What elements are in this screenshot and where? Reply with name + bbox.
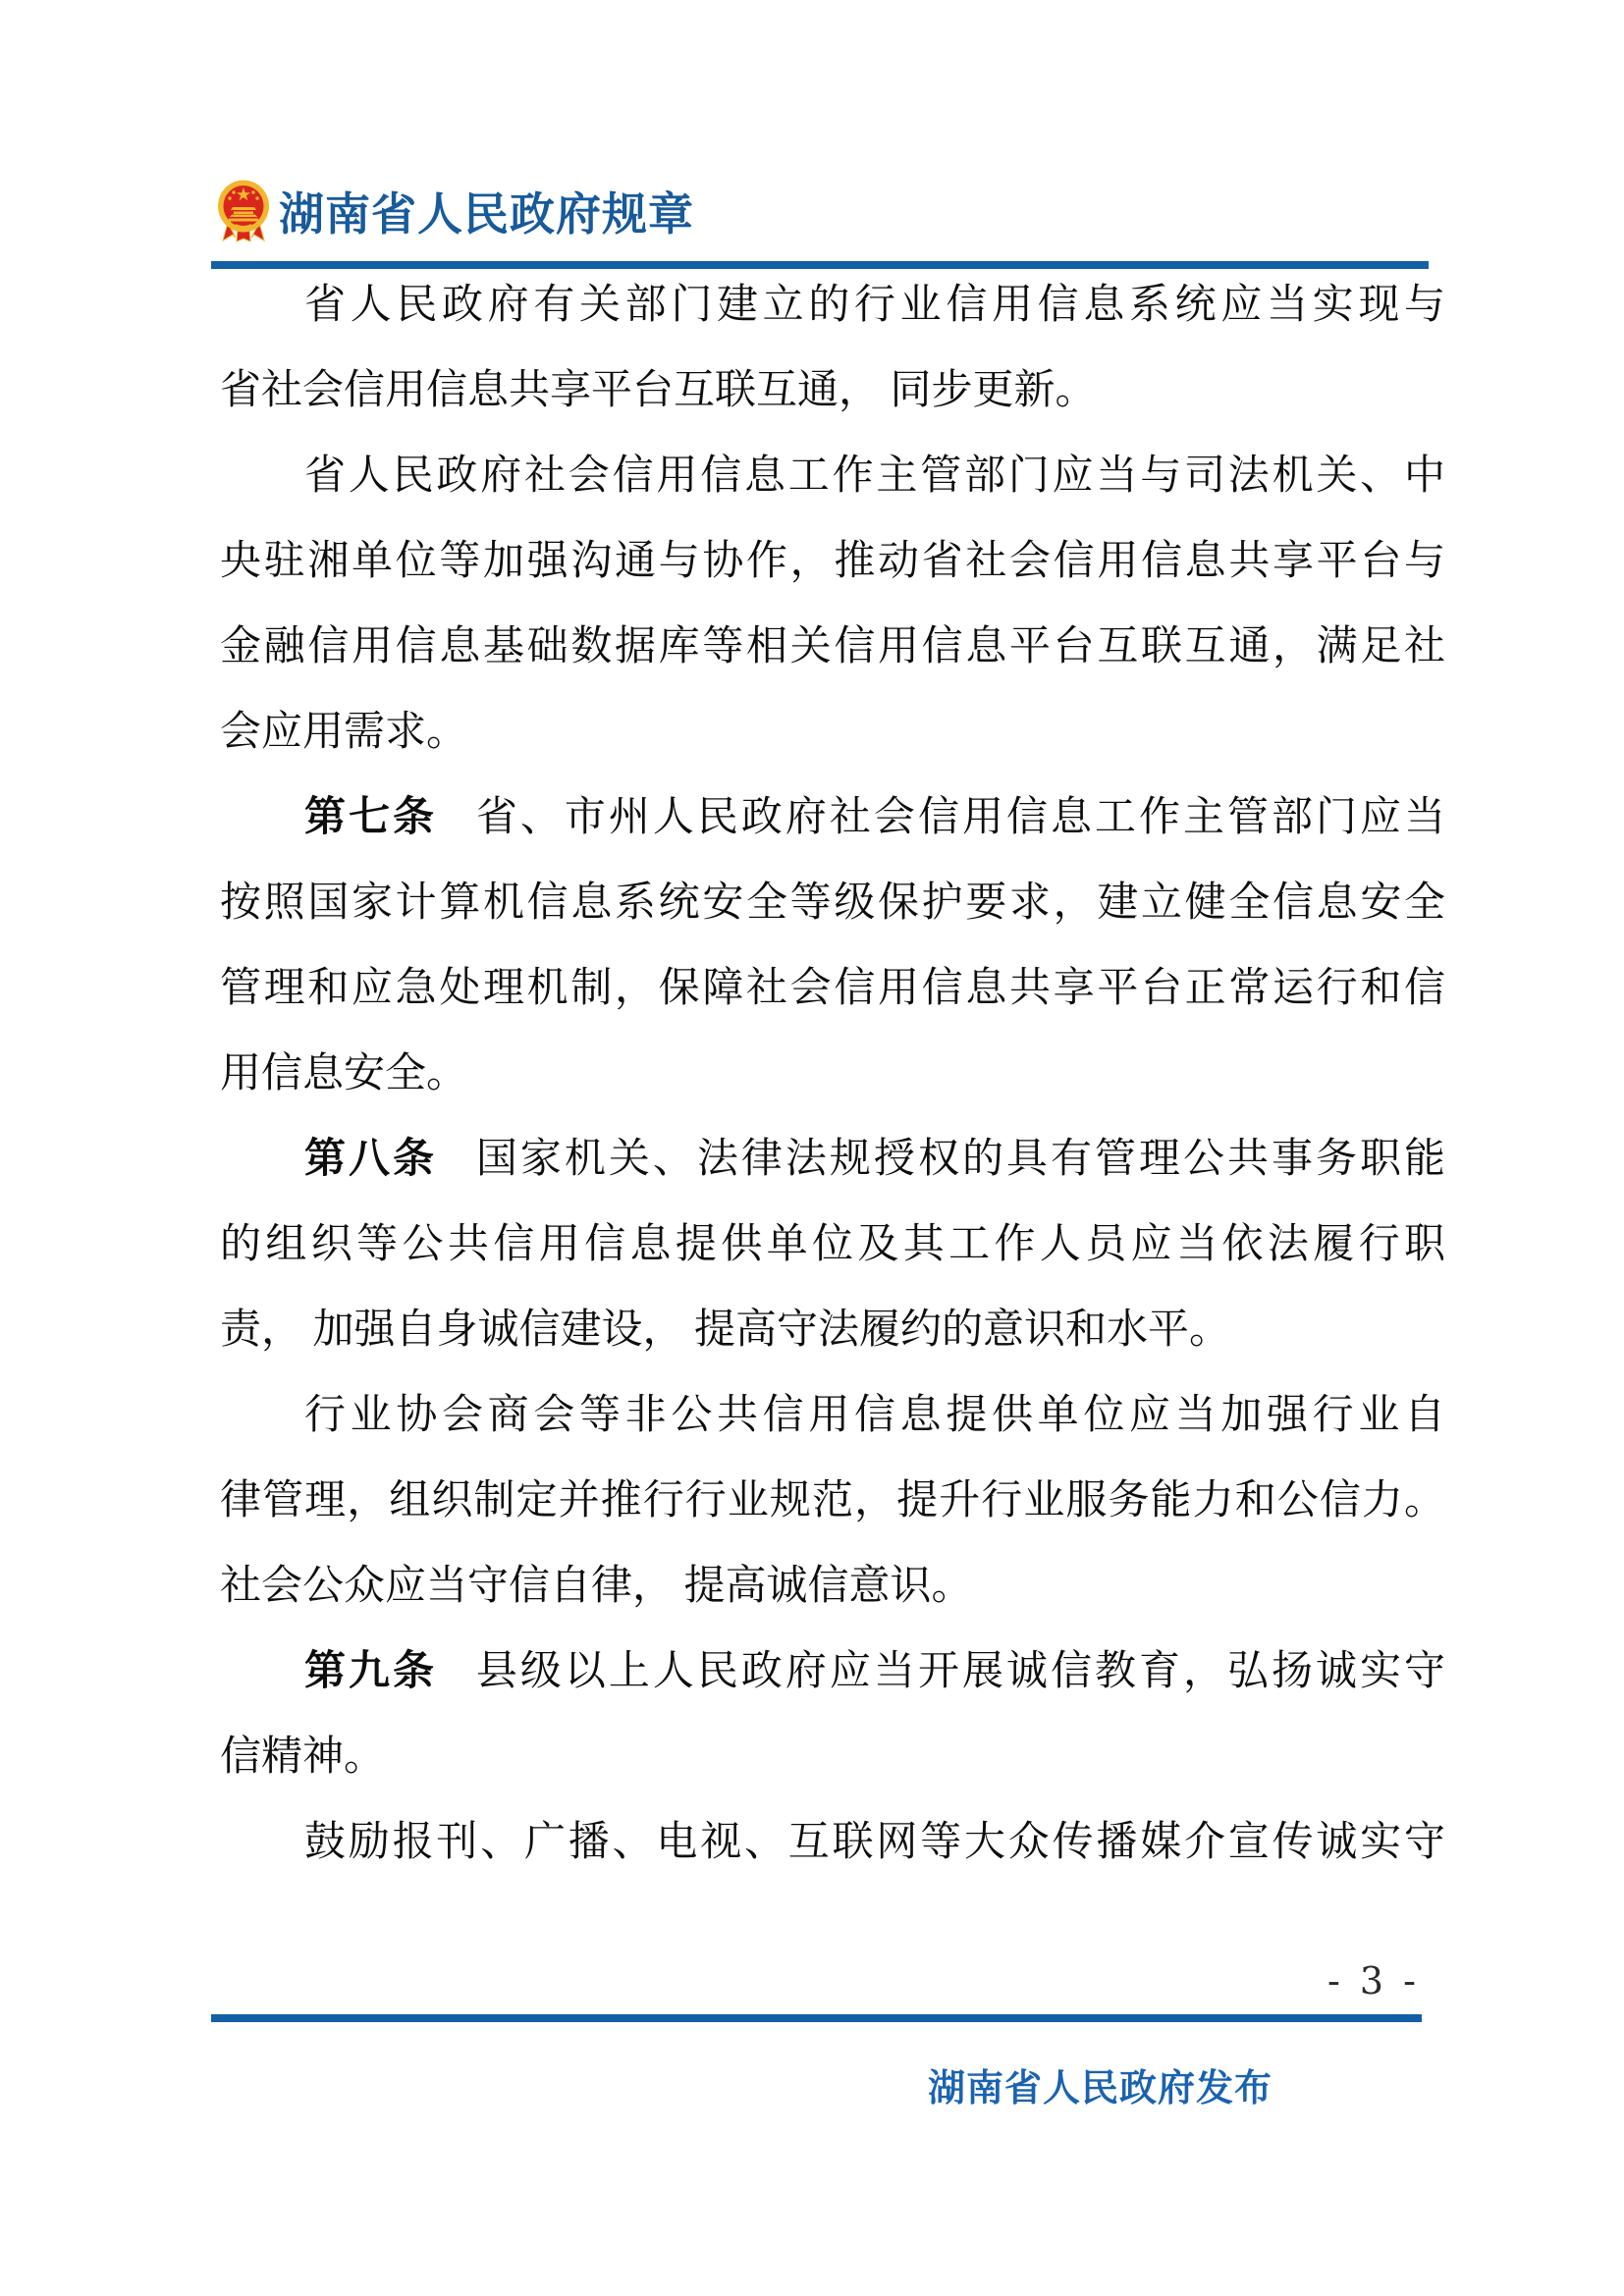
- footer-divider: [211, 2014, 1422, 2022]
- body-line: 责， 加强自身诚信建设， 提高守法履约的意识和水平。: [220, 1308, 1231, 1353]
- body-line: 律管理，组织制定并推行行业规范，提升行业服务能力和公信力。: [220, 1478, 1445, 1523]
- article-number: 第七条: [304, 795, 438, 840]
- body-line: 用信息安全。: [220, 1051, 468, 1096]
- body-line: 的组织等公共信用信息提供单位及其工作人员应当依法履行职: [220, 1222, 1445, 1267]
- body-line: 第七条 省、市州人民政府社会信用信息工作主管部门应当: [304, 795, 1445, 840]
- body-line: 第八条 国家机关、法律法规授权的具有管理公共事务职能: [304, 1137, 1445, 1182]
- publisher-label: 湖南省人民政府发布: [927, 2068, 1272, 2109]
- body-line: 省社会信用信息共享平台互联互通， 同步更新。: [220, 368, 1097, 413]
- body-line: 按照国家计算机信息系统安全等级保护要求，建立健全信息安全: [220, 881, 1445, 926]
- body-line: 会应用需求。: [220, 710, 468, 755]
- masthead: [216, 179, 694, 243]
- china-national-emblem-icon: [216, 180, 271, 242]
- body-line: 省人民政府有关部门建立的行业信用信息系统应当实现与: [304, 283, 1445, 328]
- document-body: [220, 263, 1445, 1886]
- body-line: 金融信用信息基础数据库等相关信用信息平台互联互通，满足社: [220, 624, 1445, 669]
- body-line: 行业协会商会等非公共信用信息提供单位应当加强行业自: [304, 1393, 1445, 1438]
- page-number: - 3 -: [1326, 1959, 1420, 2002]
- body-line: 省人民政府社会信用信息工作主管部门应当与司法机关、中: [304, 454, 1445, 499]
- body-line: 央驻湘单位等加强沟通与协作，推动省社会信用信息共享平台与: [220, 539, 1445, 584]
- page-title: 湖南省人民政府规章: [279, 189, 694, 240]
- body-line: 信精神。: [220, 1735, 386, 1780]
- body-line: 管理和应急处理机制，保障社会信用信息共享平台正常运行和信: [220, 966, 1445, 1011]
- body-line: 鼓励报刊、广播、电视、互联网等大众传播媒介宣传诚实守: [304, 1820, 1445, 1865]
- body-line: 第九条 县级以上人民政府应当开展诚信教育，弘扬诚实守: [304, 1649, 1445, 1694]
- body-line: 社会公众应当守信自律， 提高诚信意识。: [220, 1564, 973, 1609]
- article-number: 第九条: [304, 1649, 438, 1694]
- article-number: 第八条: [304, 1137, 438, 1182]
